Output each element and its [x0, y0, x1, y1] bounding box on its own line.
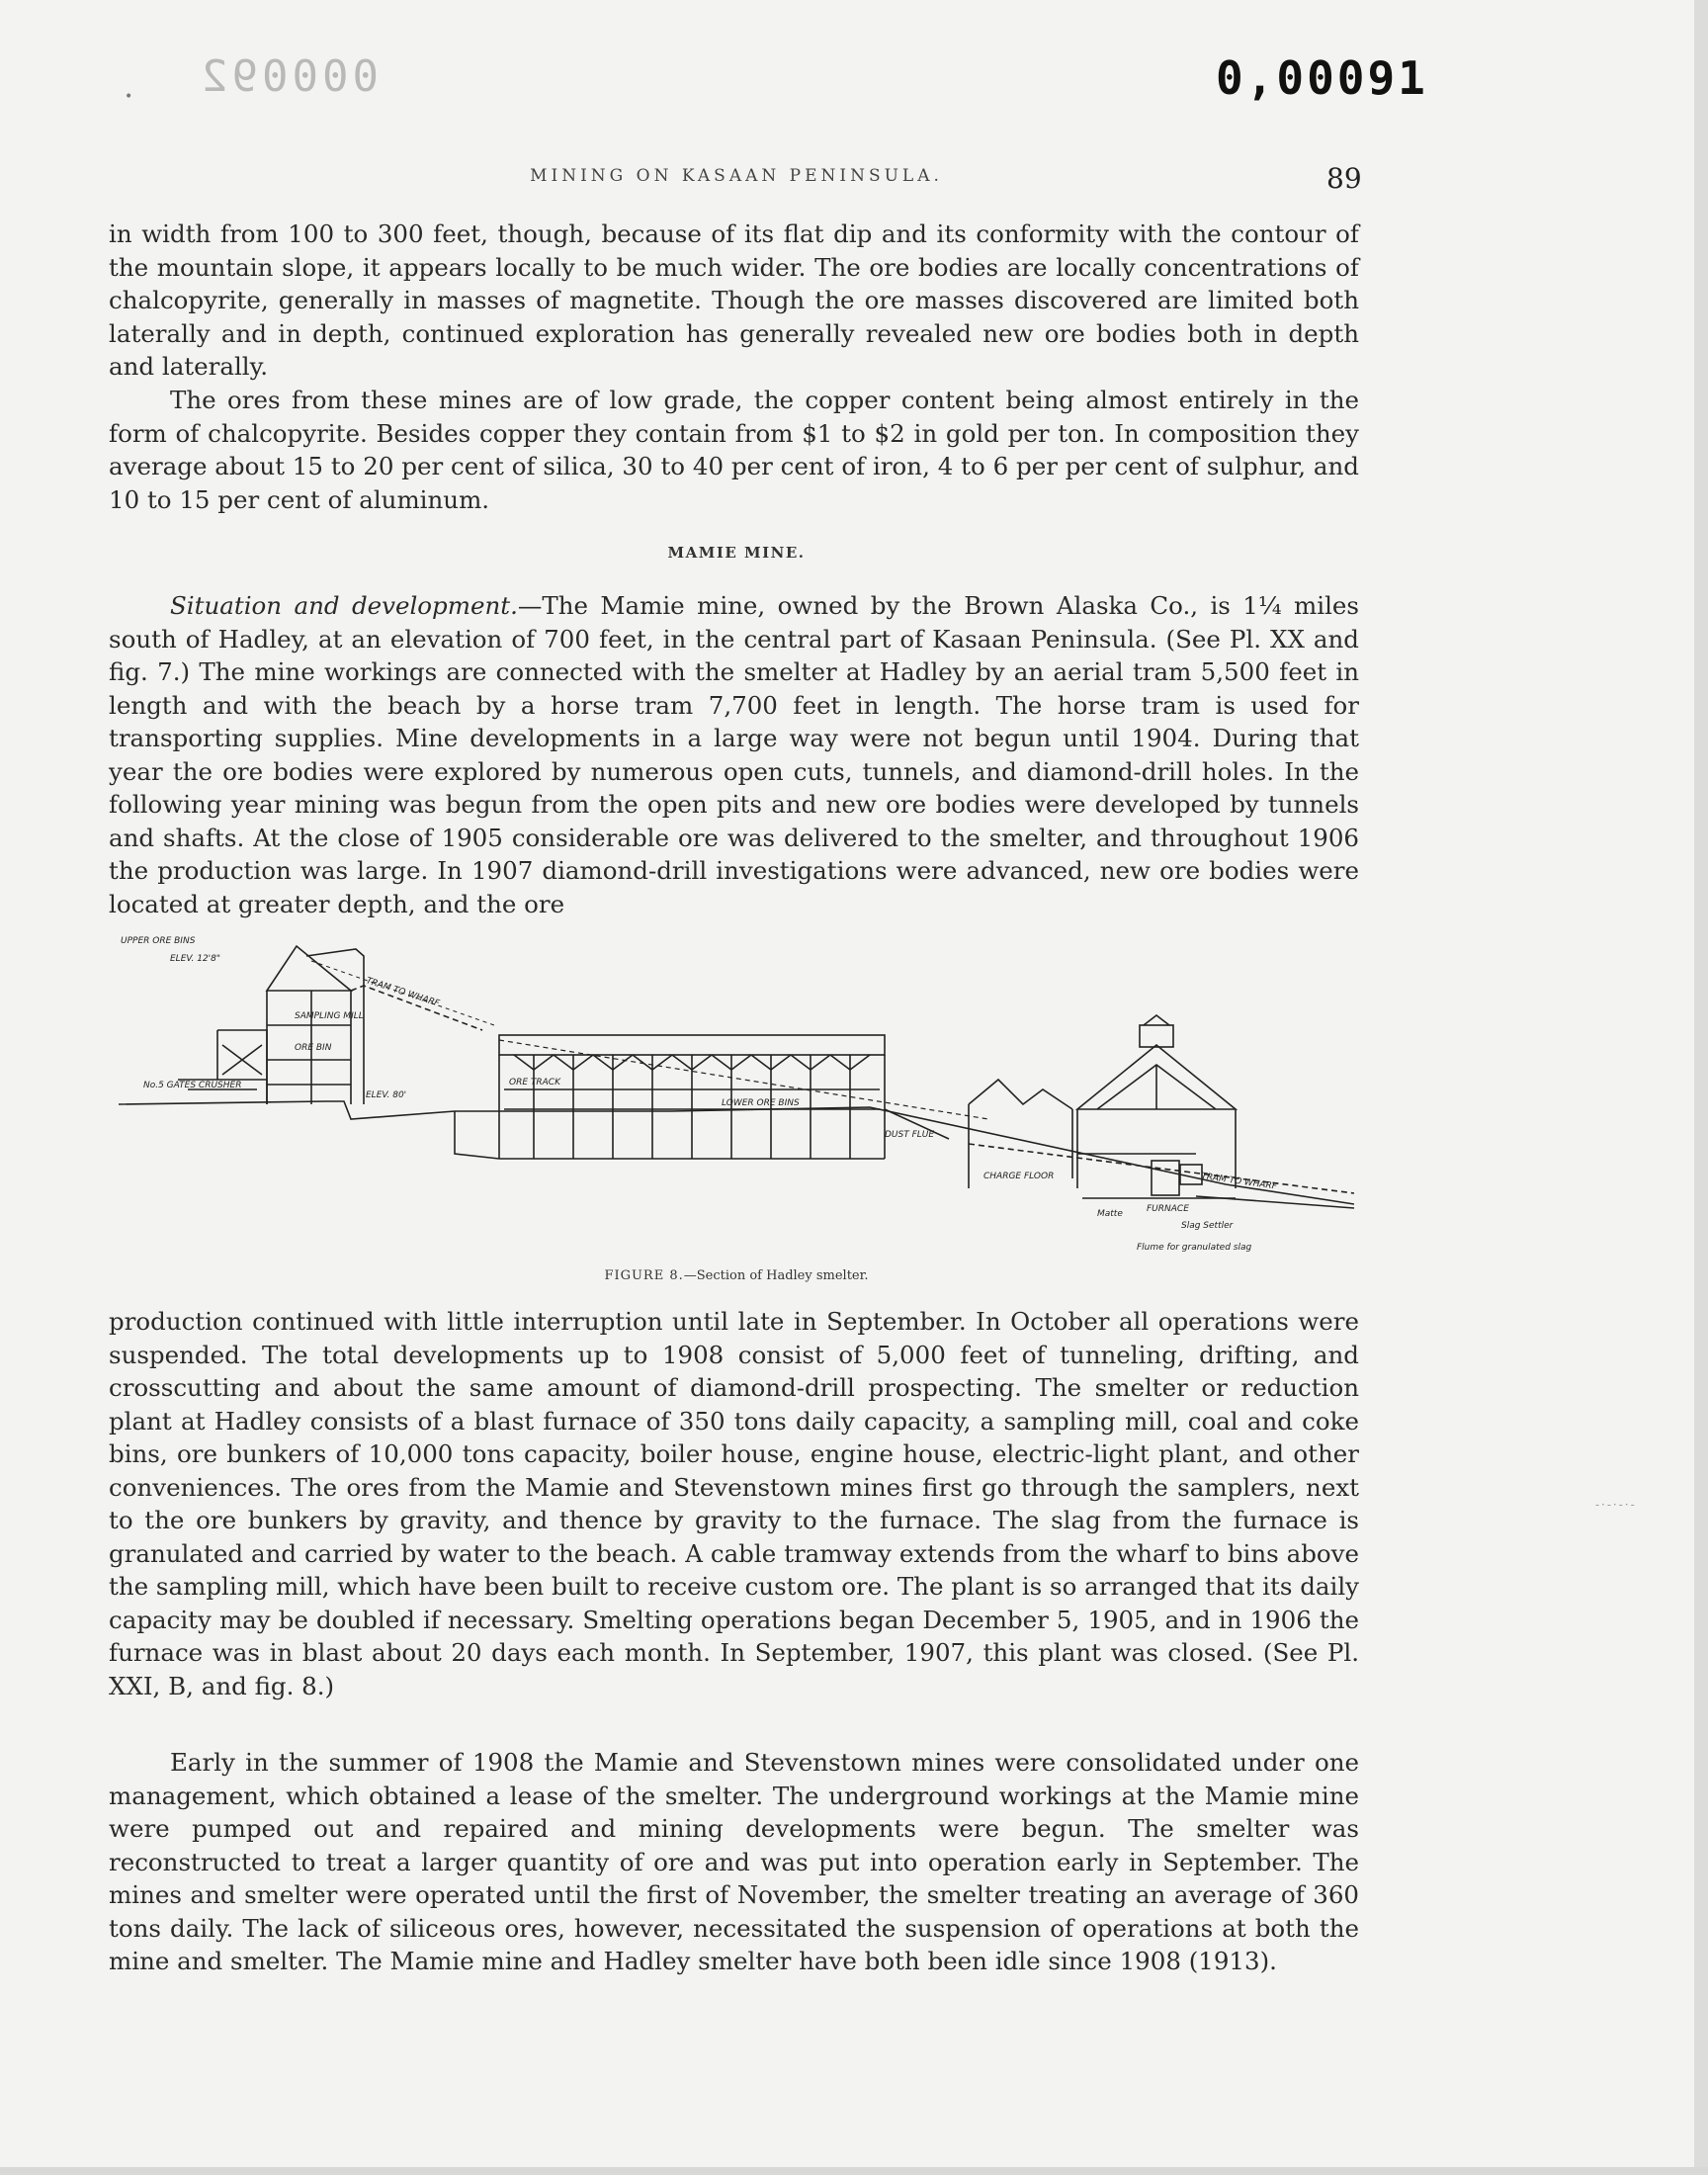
smelter-section-drawing — [119, 931, 1354, 1258]
running-head: MINING ON KASAAN PENINSULA. — [530, 166, 943, 186]
figure-caption-text: —Section of Hadley smelter. — [683, 1268, 869, 1283]
ground-profile — [119, 1101, 1354, 1204]
label-elev-upper: ELEV. 12'8" — [170, 954, 221, 964]
margin-mark: -·-·-·- — [1595, 1498, 1637, 1512]
figure-smelter-section — [119, 931, 1354, 1258]
label-charge-floor: CHARGE FLOOR — [983, 1172, 1055, 1181]
label-furnace: FURNACE — [1147, 1204, 1189, 1214]
label-ore-bin: ORE BIN — [295, 1043, 332, 1053]
figure-caption — [109, 1268, 1364, 1283]
paragraph-2: The ores from these mines are of low grade, the copper content being almost entirely in the form of chalcopyrite. Besides copper they contain from $1 to $2 in gold per ton. In composition they average about 15 to 20 per cent of silica, 30 to 40 per cent of iron, 4 to 6 per per cent of sulphur, and 10 to 15 per cent of aluminum. — [109, 386, 1359, 514]
stamp-mirrored: 000092 — [198, 51, 379, 102]
label-tram-to-wharf-2: TRAM TO WHARF — [1200, 1172, 1278, 1192]
dust-flue-roof — [969, 1080, 1072, 1109]
page-bottom-edge — [0, 2167, 1708, 2175]
page-number: 89 — [1326, 162, 1362, 195]
label-upper-ore-bins: UPPER ORE BINS — [121, 936, 196, 946]
label-ore-track: ORE TRACK — [509, 1078, 560, 1088]
upper-bins-roof — [267, 946, 351, 991]
label-sampling-mill: SAMPLING MILL — [295, 1011, 364, 1021]
paragraph-4: production continued with little interruption until late in September. In October all operations were suspended. The total developments up to 1908 consist of 5,000 feet of tunneling, drifting, and crosscutting and about the same amount of diamond-drill prospecting. The smelter or reduction plant at Hadley consists of a blast furnace of 350 tons daily capacity, a sampling mill, coal and coke bins, ore bunkers of 10,000 tons capacity, boiler house, engine house, electric-light plant, and other conveniences. The ores from the Mamie and Stevenstown mines first go through the samplers, next to the ore bunkers by gravity, and thence by gravity to the furnace. The slag from the furnace is granulated and carried by water to the beach. A cable tramway extends from the wharf to bins above the sampling mill, which have been built to receive custom ore. The plant is so arranged that its daily capacity may be doubled if necessary. Smelting operations began December 5, 1905, and in 1906 the furnace was in blast about 20 days each month. In September, 1907, this plant was closed. (See Pl. XXI, B, and fig. 8.) — [109, 1307, 1359, 1700]
label-crusher: No.5 GATES CRUSHER — [143, 1081, 242, 1090]
paragraph-5: Early in the summer of 1908 the Mamie and Stevenstown mines were consolidated under one management, which obtained a lease of the smelter. The underground workings at the Mamie mine were pumped out and repaired and mining developments were begun. The smelter was reconstructed to treat a larger quantity of ore and was put into operation early in September. The mines and smelter were operated until the first of November, the smelter treating an average of 360 tons daily. The lack of siliceous ores, however, necessitated the suspension of operations at both the mine and smelter. The Mamie mine and Hadley smelter have both been idle since 1908 (1913). — [109, 1748, 1359, 1975]
cupola — [1140, 1025, 1173, 1047]
paragraph-3-lead: Situation and development. — [170, 591, 518, 620]
figure-caption-number: FIGURE 8. — [604, 1268, 684, 1283]
label-lower-ore-bins: LOWER ORE BINS — [722, 1098, 800, 1108]
label-elev-lower: ELEV. 80' — [366, 1090, 407, 1100]
bin-building-roof — [499, 1035, 885, 1055]
tram-to-wharf-line-2 — [969, 1144, 1354, 1193]
label-slag-settler: Slag Settler — [1181, 1221, 1234, 1231]
paragraph-3-body: —The Mamie mine, owned by the Brown Alaska Co., is 1¼ miles south of Hadley, at an elevation of 700 feet, in the central part of Kasaan Peninsula. (See Pl. XX and fig. 7.) The mine workings are connected with the smelter at Hadley by an aerial tram 5,500 feet in length and with the beach by a horse tram 7,700 feet in length. The horse tram is used for transporting supplies. Mine developments in a large way were not begun until 1904. During that year the ore bodies were explored by numerous open cuts, tunnels, and diamond-drill holes. In the following year mining was begun from the open pits and new ore bodies were developed by tunnels and shafts. At the close of 1905 considerable ore was delivered to the smelter, and throughout 1906 the production was large. In 1907 diamond-drill investigations were advanced, new ore bodies were located at greater depth, and the ore — [109, 591, 1359, 918]
paragraph-1: in width from 100 to 300 feet, though, because of its flat dip and its conformity with the contour of the mountain slope, it appears locally to be much wider. The ore bodies are locally concentrations of chalcopyrite, generally in masses of magnetite. Though the ore masses discovered are limited both laterally and in depth, continued exploration has generally revealed new ore bodies both in depth and laterally. — [109, 219, 1359, 381]
label-tram-to-wharf-1: TRAM TO WHARF — [365, 976, 441, 1009]
page-edge — [1694, 0, 1708, 2175]
furnace-body — [1152, 1161, 1179, 1195]
section-title: MAMIE MINE. — [667, 544, 806, 562]
speck-mark: • — [125, 89, 133, 105]
label-matte: Matte — [1097, 1209, 1123, 1219]
paragraph-3 — [109, 589, 1359, 920]
stamp-page-id: 0,00091 — [1216, 51, 1428, 105]
label-dust-flue: DUST FLUE — [885, 1130, 935, 1140]
label-flume: Flume for granulated slag — [1137, 1243, 1252, 1253]
